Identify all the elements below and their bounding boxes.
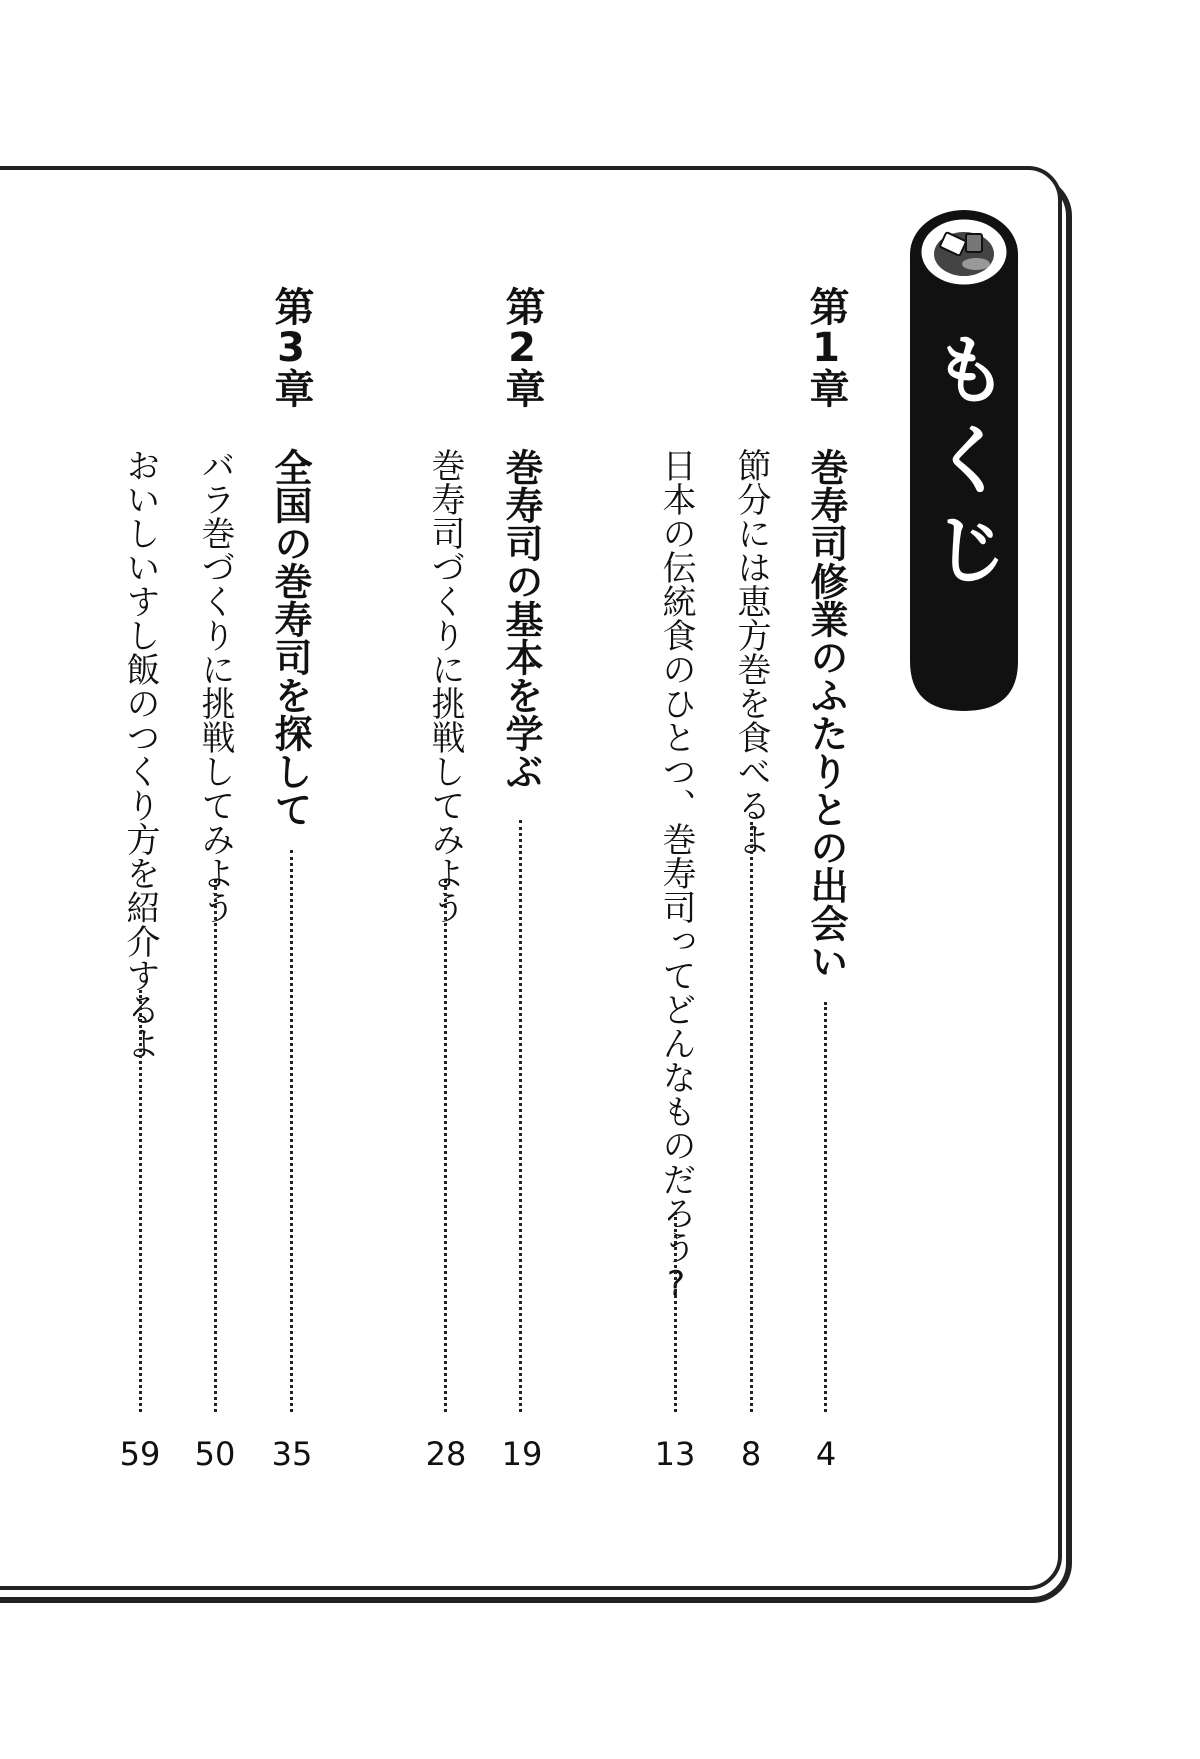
section-2-1-text: 巻寿司づくりに挑戦してみよう: [425, 448, 465, 924]
section-3-1-text: バラ巻づくりに挑戦してみよう: [195, 448, 235, 924]
section-2-1-page: 28: [425, 1435, 467, 1473]
section-3-2-page: 59: [119, 1435, 161, 1473]
section-1-1-page: 8: [740, 1435, 762, 1473]
chapter-1-label: 第1章: [803, 286, 849, 410]
section-3-1-leader: [214, 880, 217, 1412]
section-1-2-text: 日本の伝統食のひとつ、巻寿司ってどんなものだろう?: [656, 448, 696, 1304]
chapter-1-leader: [824, 1002, 827, 1412]
section-3-2-text: おいしいすし飯のつくり方を紹介するよ: [120, 448, 160, 1060]
section-1-1-leader: [750, 822, 753, 1412]
section-1-2-page: 13: [654, 1435, 696, 1473]
chapter-3-title: 全国の巻寿司を探して: [268, 448, 312, 828]
section-2-1-leader: [444, 880, 447, 1412]
chapter-1-page: 4: [815, 1435, 837, 1473]
title-roll: [906, 206, 1022, 716]
chapter-3-leader: [290, 850, 293, 1412]
chapter-3-page: 35: [271, 1435, 313, 1473]
section-3-1-page: 50: [194, 1435, 236, 1473]
chapter-2-title: 巻寿司の基本を学ぶ: [499, 448, 543, 790]
chapter-2-page: 19: [501, 1435, 543, 1473]
section-1-1-text: 節分には恵方巻を食べるよ: [731, 448, 771, 856]
page-title: もくじ: [920, 330, 1009, 600]
chapter-2-leader: [519, 820, 522, 1412]
chapter-3-label: 第3章: [268, 286, 314, 410]
section-1-2-leader: [674, 1212, 677, 1412]
chapter-1-title: 巻寿司修業のふたりとの出会い: [804, 448, 848, 980]
chapter-2-label: 第2章: [499, 286, 545, 410]
section-3-2-leader: [139, 990, 142, 1412]
